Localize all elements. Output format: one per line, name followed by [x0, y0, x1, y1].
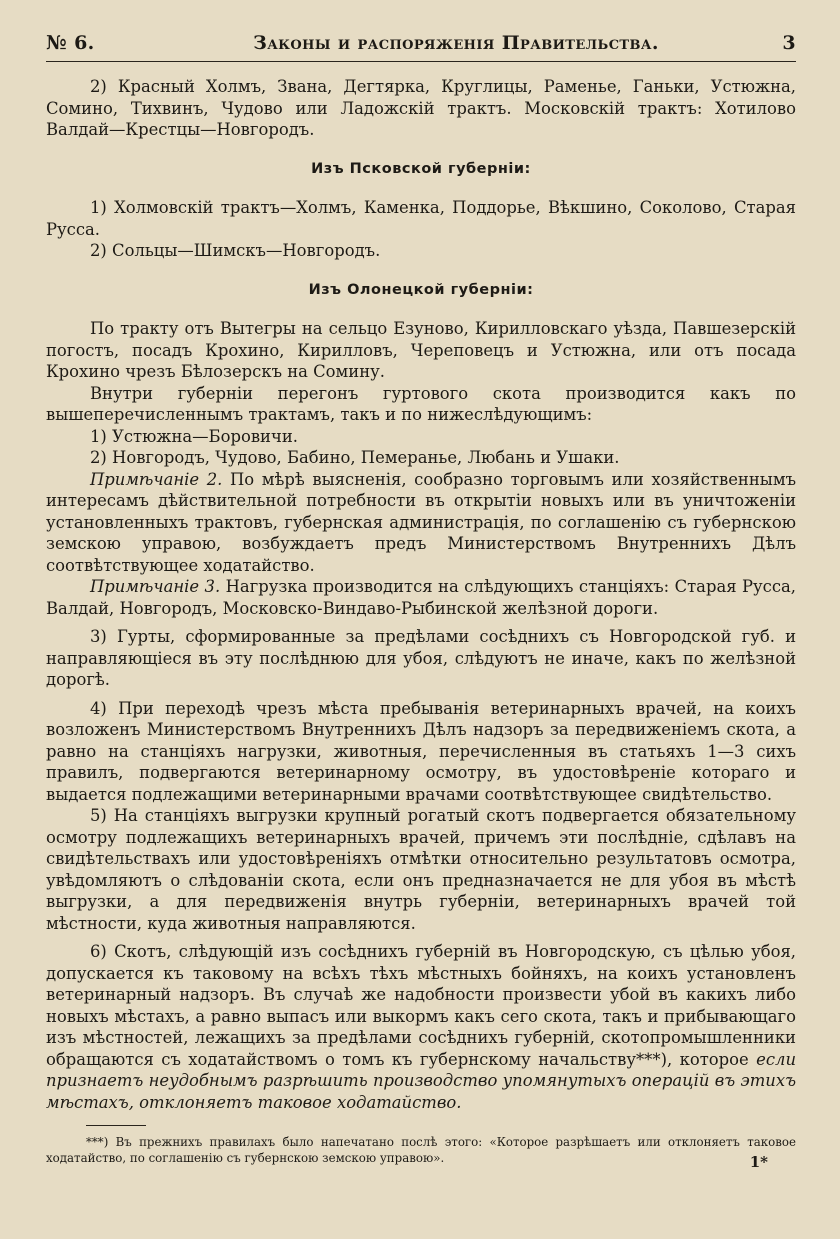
paragraph-pskov-2: 2) Сольцы—Шимскъ—Новгородъ.	[90, 241, 381, 260]
running-header	[46, 32, 796, 54]
paragraph-pskov-1: 1) Холмовскій трактъ—Холмъ, Каменка, Поддорье, Вѣкшино, Соколово, Старая Русса.	[46, 198, 796, 239]
footnote: ***) Въ прежнихъ правилахъ было напечатано послѣ этого: «Которое разрѣшаетъ или отклоняетъ таковое ходатайство, по соглашенію съ губернскою земскою управою».	[46, 1135, 796, 1165]
header-rule	[46, 61, 796, 62]
document-body	[46, 76, 796, 1113]
section-4: 4) При переходѣ чрезъ мѣста пребыванія ветеринарныхъ врачей, на коихъ возложенъ Министерствомъ Внутреннихъ Дѣлъ надзоръ за передвиженіемъ скота, а равно на станціяхъ нагрузки, животныя, перечисленныя въ статьяхъ 1—3 сихъ правилъ, подвергаются ветеринарному осмотру, въ удостовѣреніе котораго и выдается подлежащими ветеринарными врачами соотвѣтствующее свидѣтельство.	[46, 698, 796, 804]
note-3-text: Нагрузка производится на слѣдующихъ станціяхъ: Старая Русса, Валдай, Новгородъ, Московско-Виндаво-Рыбинской желѣзной дороги.	[46, 577, 796, 618]
section-6-italic: если признаетъ неудобнымъ разрѣшить производство упомянутыхъ операцій въ этихъ мѣстахъ, отклоняетъ таковое ходатайство.	[46, 1049, 796, 1112]
note-2-text: По мѣрѣ выясненія, сообразно торговымъ или хозяйственнымъ интересамъ дѣйствительной потребности въ открытіи новыхъ или въ уничтоженіи установленныхъ трактовъ, губернская администрація, по соглашенію съ губернскою земскою управою, возбуждаетъ предъ Министерствомъ Внутреннихъ Дѣлъ соотвѣтствующее ходатайство.	[46, 469, 797, 575]
heading-pskov: Изъ Псковской губерніи:	[311, 160, 531, 177]
section-6-text: 6) Скотъ, слѣдующій изъ сосѣднихъ губерній въ Новгородскую, съ цѣлью убоя, допускается къ таковому на всѣхъ тѣхъ мѣстныхъ бойняхъ, на коихъ установленъ ветеринарный надзоръ. Въ случаѣ же надобности произвести убой въ какихъ либо новыхъ мѣстахъ, а равно выпасъ или выкормъ какъ сего скота, такъ и прибывающаго изъ мѣстностей, лежащихъ за предѣлами сосѣднихъ губерній, скотопромышленники обращаются съ ходатайствомъ о томъ къ губернскому начальству***), которое	[46, 942, 796, 1069]
page-number: 3	[782, 32, 796, 54]
section-6	[46, 941, 796, 1113]
paragraph-olonets-route: По тракту отъ Вытегры на сельцо Езуново, Кирилловскаго уѣзда, Павшезерскій погостъ, посадъ Крохино, Кирилловъ, Череповецъ и Устюжна, или отъ посада Крохино чрезъ Бѣлозерскъ на Сомину.	[46, 319, 796, 381]
note-3-label: Примѣчаніе 3.	[90, 577, 221, 596]
signature-mark: 1*	[749, 1153, 768, 1171]
paragraph-olonets-inside: Внутри губерніи перегонъ гуртового скота производится какъ по вышеперечисленнымъ трактамъ, такъ и по нижеслѣдующимъ:	[46, 383, 796, 424]
heading-olonets: Изъ Олонецкой губерніи:	[308, 281, 534, 298]
section-5: 5) На станціяхъ выгрузки крупный рогатый скотъ подвергается обязательному осмотру подлежащихъ ветеринарныхъ врачей, причемъ эти послѣдніе, сдѣлавъ на свидѣтельствахъ или удостовѣреніяхъ отмѣтки относительно результатовъ осмотра, увѣдомляютъ о слѣдованіи скота, если онъ предназначается не для убоя въ мѣстѣ выгрузки, а для передвиженія внутрь губерніи, ветеринарныхъ врачей той мѣстности, куда животныя направляются.	[46, 806, 796, 933]
paragraph-route-2: 2) Красный Холмъ, Звана, Дегтярка, Круглицы, Раменье, Ганьки, Устюжна, Сомино, Тихвинъ, Чудово или Ладожскій трактъ. Московскій трактъ: Хотилово Валдай—Крестцы—Новгородъ.	[46, 77, 796, 139]
paragraph-olonets-2: 2) Новгородъ, Чудово, Бабино, Пемеранье, Любань и Ушаки.	[90, 448, 620, 467]
footnote-rule	[86, 1125, 146, 1126]
note-3	[46, 576, 796, 619]
note-2-label: Примѣчаніе 2.	[90, 469, 223, 489]
header-title: Законы и распоряженія Правительства.	[253, 32, 659, 54]
paragraph-olonets-1: 1) Устюжна—Боровичи.	[90, 426, 298, 446]
issue-number: № 6.	[46, 32, 95, 54]
section-3: 3) Гурты, сформированные за предѣлами сосѣднихъ съ Новгородской губ. и направляющіеся въ эту послѣднюю для убоя, слѣдуютъ не иначе, какъ по желѣзной дорогѣ.	[46, 627, 796, 689]
note-2	[46, 469, 796, 577]
